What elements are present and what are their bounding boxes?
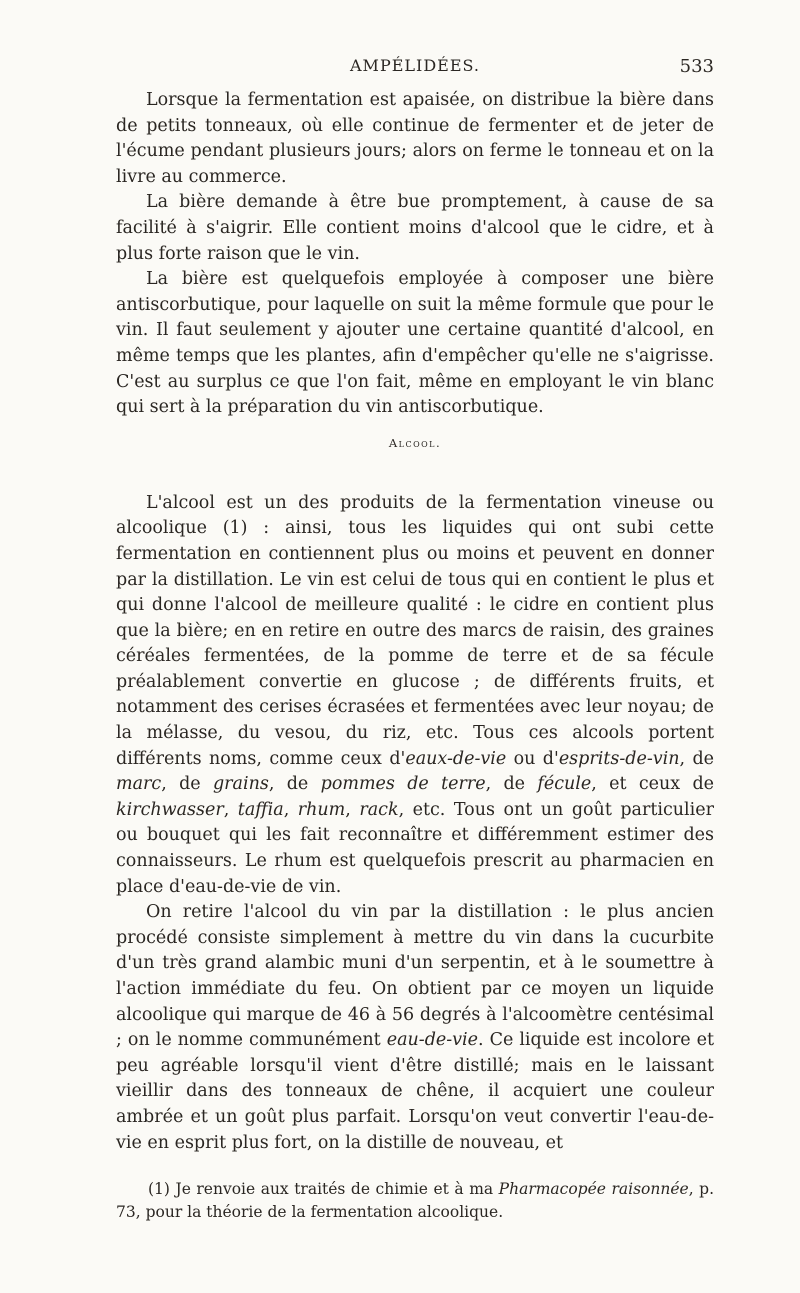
term-marc: marc [116,774,162,795]
section-heading: Alcool. [388,435,442,450]
paragraph-beer-spoiling: La bière demande à être bue promptement, à cause de sa facilité à s'aigrir. Elle contient moins d'alcool que le cidre, et à plus forte raison que le vin. [116,192,714,264]
page-number: 533 [679,56,714,77]
term-esprits-de-vin: esprits-de-vin [558,748,680,769]
book-page [116,56,714,1224]
term-rhum: rhum [297,799,346,820]
page-header [116,56,714,88]
term-pommes-de-terre: pommes de terre [320,774,486,795]
footnotes [116,1178,714,1224]
paragraph-distillation: On retire l'alcool du vin par la distillation : le plus ancien procédé consiste simplement à mettre du vin dans la cucurbite d'un très grand alambic muni d'un serpentin, et à le soumettre à l'action immédiate du feu. On obtient par ce moyen un liquide alcoolique qui marque de 46 à 56 degrés à l'alcoomètre centésimal ; on le nomme communément eau-de-vie. Ce liquide est incolore et peu agréable lorsqu'il vient d'être distillé; mais en le laissant vieillir dans des tonneaux de chêne, il acquiert une couleur ambrée et un goût plus parfait. Lorsqu'on veut convertir l'eau-de-vie en esprit plus fort, on la distille de nouveau, et [116,902,714,1153]
footnote-book-title: Pharmacopée raisonnée [498,1180,689,1199]
footnote-1: (1) Je renvoie aux traités de chimie et à ma Pharmacopée raisonnée, p. 73, pour la théorie de la fermentation alcoolique. [116,1180,714,1222]
term-eaux-de-vie: eaux-de-vie [405,748,507,769]
paragraph-beer-fermentation: Lorsque la fermentation est apaisée, on distribue la bière dans de petits tonneaux, où elle continue de fermenter et de jeter de l'écume pendant plusieurs jours; alors on ferme le tonneau et on la livre au commerce. [116,90,714,187]
term-grains: grains [212,774,269,795]
body-text [116,88,714,1156]
term-eau-de-vie: eau-de-vie [386,1030,479,1051]
paragraph-antiscorbutic-beer: La bière est quelquefois employée à composer une bière antiscorbutique, pour laquelle on suit la même formule que pour le vin. Il faut seulement y ajouter une certaine quantité d'alcool, en même temps que les plantes, afin d'empêcher qu'elle ne s'aigrisse. C'est au surplus ce que l'on fait, même en employant le vin blanc qui sert à la préparation du vin antiscorbutique. [116,269,714,418]
term-kirchwasser: kirchwasser [116,799,224,820]
term-taffia: taffia [237,799,284,820]
running-head: AMPÉLIDÉES. [350,56,480,75]
term-fecule: fécule [537,774,592,795]
paragraph-alcohol-sources: L'alcool est un des produits de la fermentation vineuse ou alcoolique (1) : ainsi, tous les liquides qui ont subi cette fermentation en contiennent plus ou moins et peuvent en donner par la distillation. Le vin est celui de tous qui en contient le plus et qui donne l'alcool de meilleure qualité : le cidre en contient plus que la bière; en en retire en outre des marcs de raisin, des graines céréales fermentées, de la pomme de terre et de sa fécule préalablement convertie en glucose ; de différents fruits, et notamment des cerises écrasées et fermentées avec leur noyau; de la mélasse, du vesou, du riz, etc. Tous ces alcools portent différents noms, comme ceux d'eaux-de-vie ou d'esprits-de-vin, de marc, de grains, de pommes de terre, de fécule, et ceux de kirchwasser, taffia, rhum, rack, etc. Tous ont un goût particulier ou bouquet qui les fait reconnaître et différemment estimer des connaisseurs. Le rhum est quelquefois prescrit au pharmacien en place d'eau-de-vie de vin. [116,492,715,897]
term-rack: rack [359,799,399,820]
